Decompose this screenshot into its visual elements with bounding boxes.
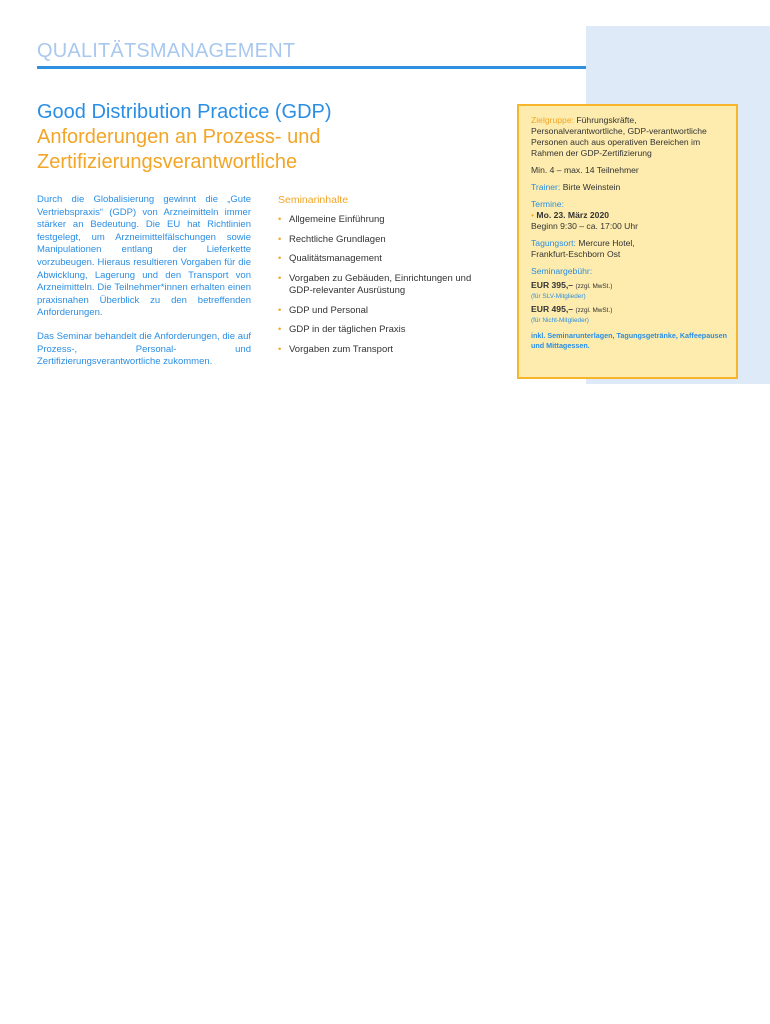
time-value: Beginn 9:30 – ca. 17:00 Uhr [531,221,639,231]
bullet-icon: • [278,253,282,264]
target-group-label: Zielgruppe: [531,115,574,125]
page-subtitle-line2: Zertifizierungsverantwortliche [37,151,298,173]
trainer [531,182,729,193]
price-nonmember-line [531,304,729,316]
info-box [517,104,738,379]
venue [531,238,729,260]
dates [531,199,729,232]
section-header: QUALITÄTSMANAGEMENT [37,40,296,62]
bullet-icon: • [278,304,282,316]
fee-label: Seminargebühr: [531,266,593,276]
list-item: • Allgemeine Einführung [278,214,385,225]
header-rule [37,66,586,69]
bullet-icon: • [278,324,282,335]
price-nonmember: EUR 495,– [531,304,574,314]
inclusions-note: inkl. Seminarunterlagen, Tagungsgetränke, Kaffeepausen und Mittagessen. [531,331,727,350]
page-title: Good Distribution Practice (GDP) [37,101,332,123]
intro-paragraph-1: Durch die Globalisierung gewinnt die „Gute Vertriebspraxis“ (GDP) von Arzneimitteln immer stärker an Bedeutung. Die EU hat Richtlinien festgelegt, um Arzneimittelfälschungen sowie Manipulationen entlang der Lieferkette vorzubeugen. Hieraus resultieren Vorgaben für die Abwicklung, Lagerung und den Transport von Arzneimitteln. Die Teilnehmer*innen erhalten einen praxisnahen Überblick zu den betreffenden Anforderungen. [37,194,251,319]
list-item: • GDP in der täglichen Praxis [278,324,406,335]
trainer-name: Birte Weinstein [562,182,621,192]
list-item: • Vorgaben zu Gebäuden, Einrichtungen und GDP-relevanter Ausrüstung [278,272,472,296]
member-note: (für SLV-Mitglieder) [531,293,586,300]
bullet-icon: • [278,272,282,284]
venue-line2: Frankfurt-Eschborn Ost [531,249,621,259]
nonmember-note: (für Nicht-Mitglieder) [531,317,589,324]
intro-paragraph-2: Das Seminar behandelt die Anforderungen, die auf Prozess-, Personal- und Zertifizierungsverantwortliche zukommen. [37,330,251,368]
list-item: • Rechtliche Grundlagen [278,233,386,245]
target-group-text: Führungskräfte, Personalverantwortliche, GDP-verantwortliche Personen auch aus operativen Bereichen im Rahmen der GDP-Zertifizierung [531,115,707,158]
vat-note: (zzgl. MwSt.) [575,307,613,314]
vat-note: (zzgl. MwSt.) [575,283,613,290]
list-item: • GDP und Personal [278,304,369,316]
bullet-icon: • [278,233,282,245]
price-member-line [531,280,729,292]
bullet-icon: • [531,210,535,220]
trainer-label: Trainer: [531,182,561,192]
page-subtitle-line1: Anforderungen an Prozess- und [37,126,321,148]
venue-line1: Mercure Hotel, [578,238,635,248]
title-block [37,100,507,175]
bullet-icon: • [278,214,282,225]
intro-text [37,194,251,380]
date-value: Mo. 23. März 2020 [536,210,610,220]
price-member: EUR 395,– [531,280,574,290]
fee [531,266,729,325]
list-item: • Vorgaben zum Transport [278,343,394,355]
seminar-contents [278,194,478,363]
bullet-icon: • [278,343,282,355]
venue-label: Tagungsort: [531,238,576,248]
dates-label: Termine: [531,199,564,209]
contents-list [278,214,478,356]
list-item: • Qualitätsmanagement [278,253,382,264]
contents-heading: Seminarinhalte [278,194,349,206]
target-group [531,115,729,159]
date-line [531,210,729,221]
participants: Min. 4 – max. 14 Teilnehmer [531,165,639,175]
